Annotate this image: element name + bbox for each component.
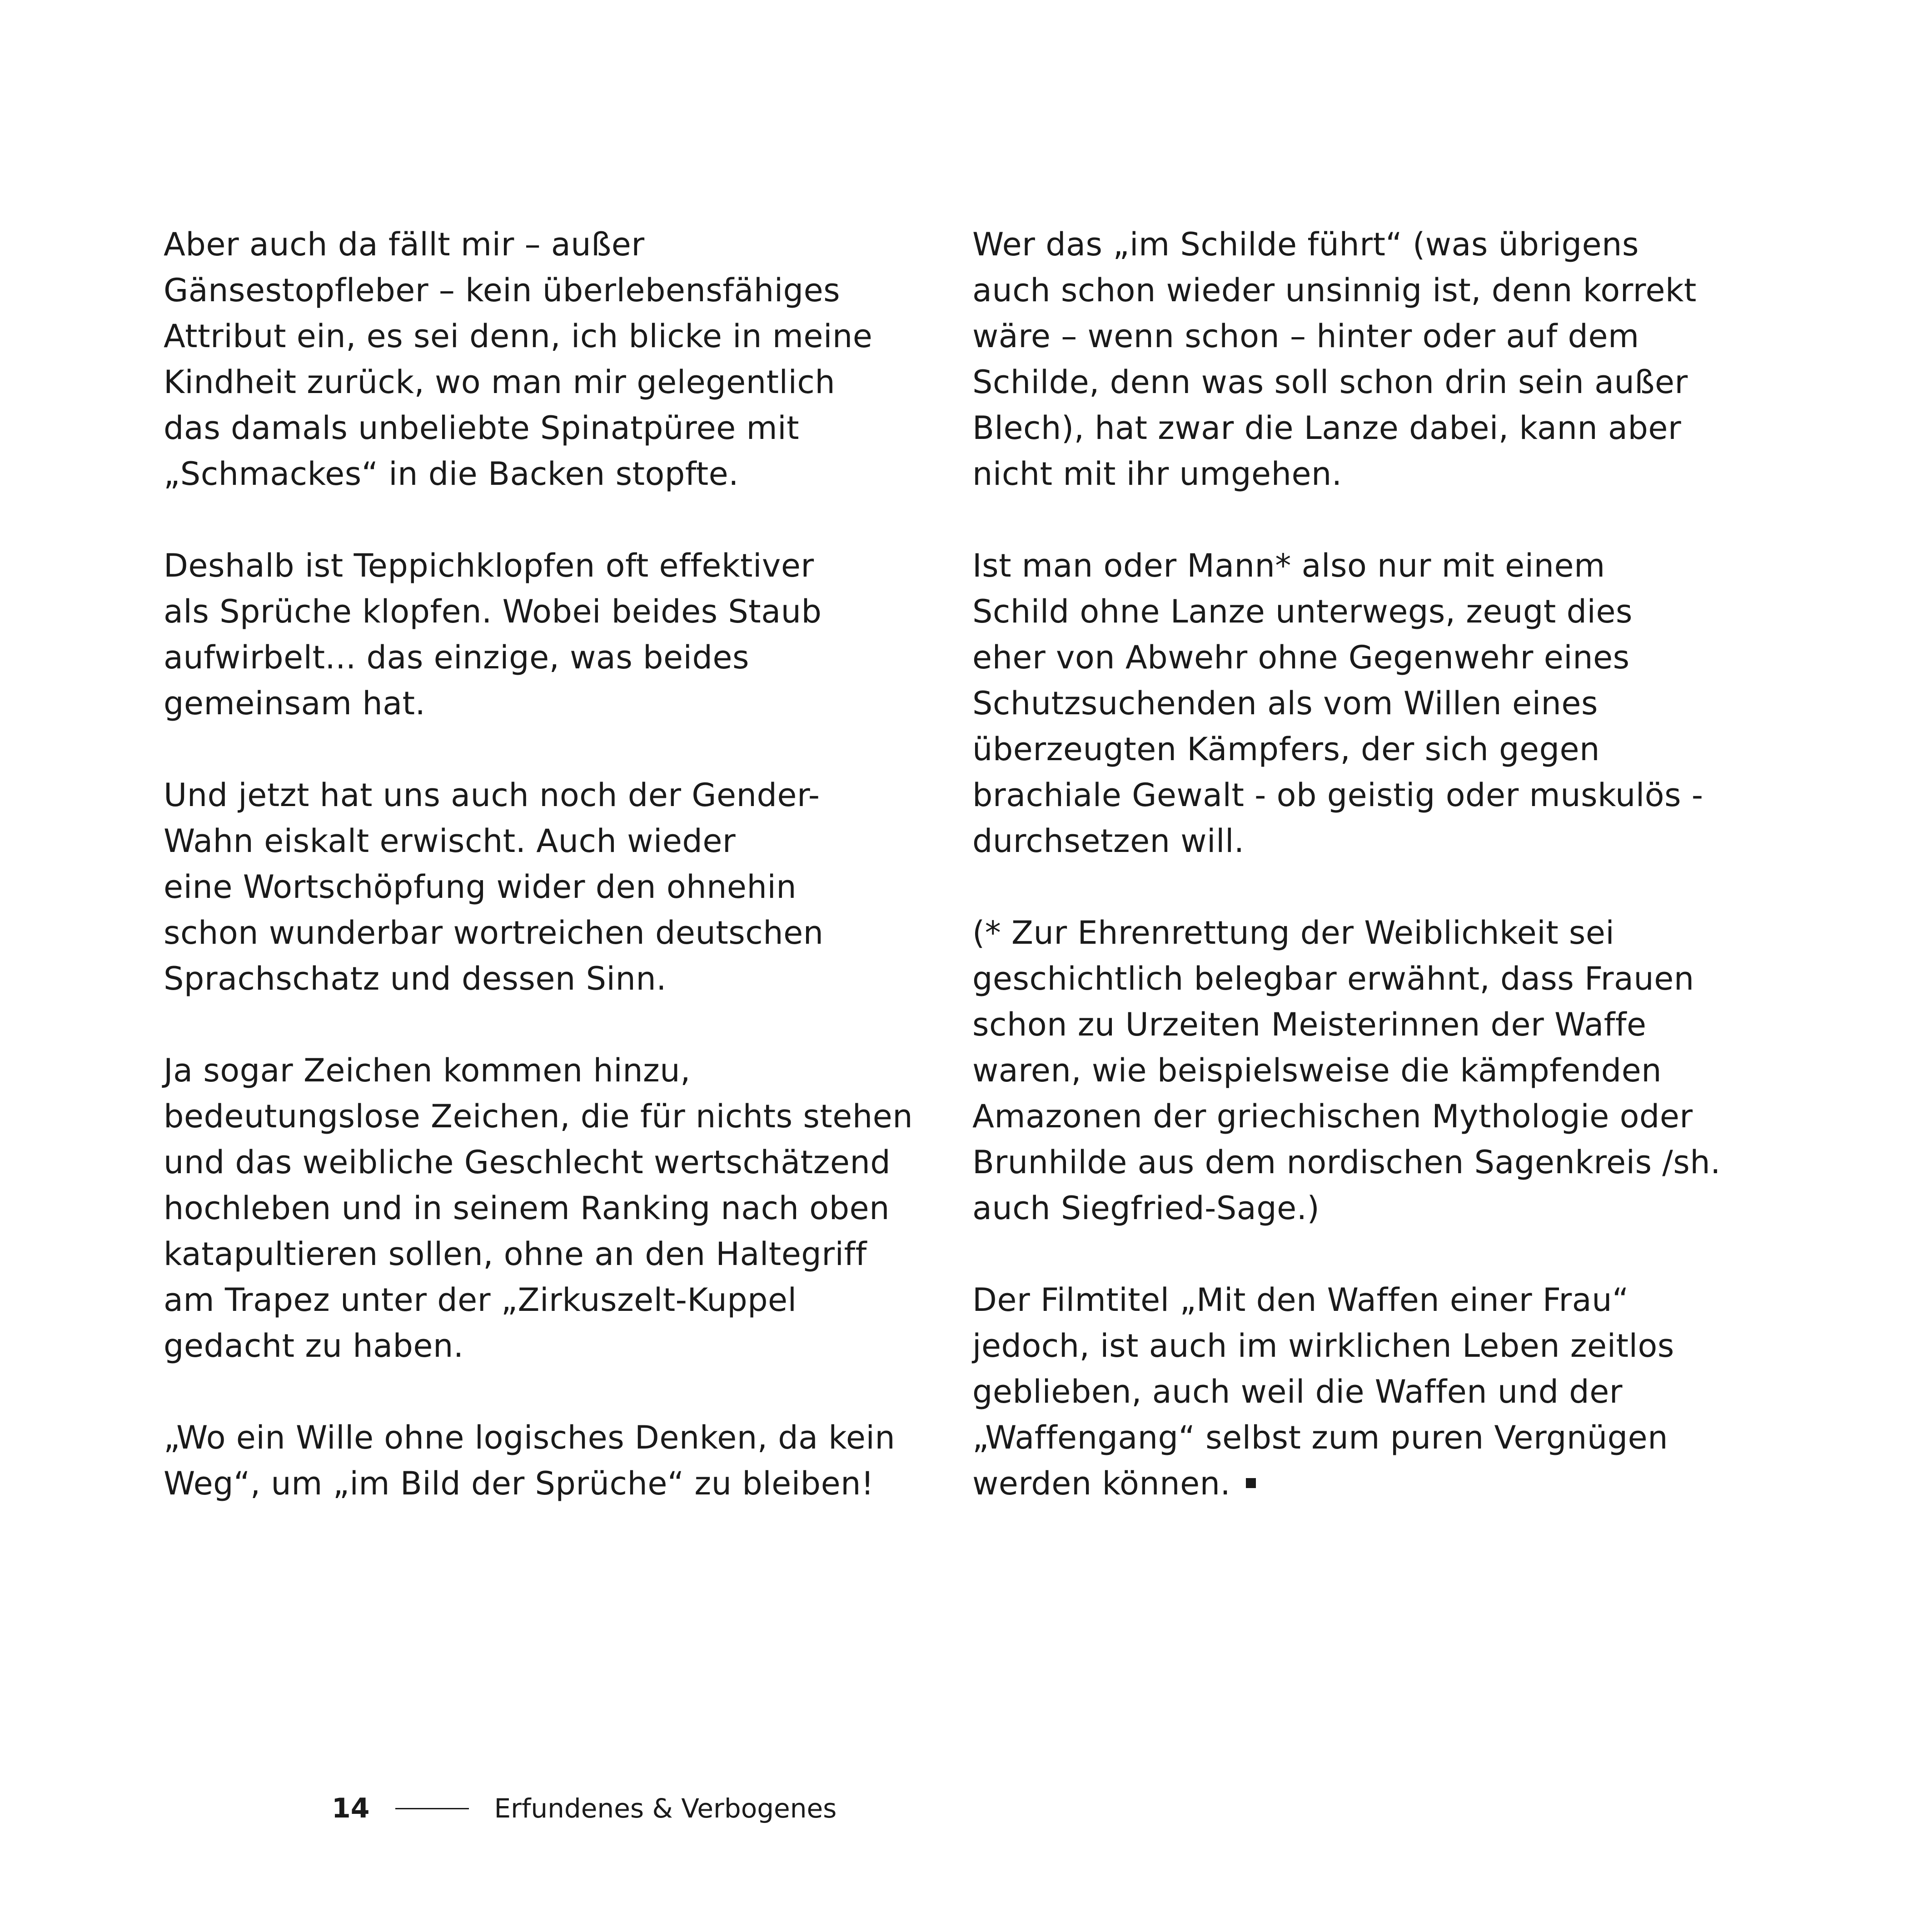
footer-divider-line	[395, 1808, 469, 1809]
text-line: nicht mit ihr umgehen.	[972, 455, 1342, 493]
left-text-column	[164, 222, 963, 1553]
text-line: gedacht zu haben.	[164, 1327, 464, 1364]
paragraph	[164, 222, 963, 497]
text-line: Schild ohne Lanze unterwegs, zeugt dies	[972, 593, 1633, 630]
text-line: gemeinsam hat.	[164, 685, 426, 722]
text-line: bedeutungslose Zeichen, die für nichts stehen	[164, 1098, 913, 1135]
text-line: geblieben, auch weil die Waffen und der	[972, 1373, 1623, 1410]
text-line: brachiale Gewalt - ob geistig oder muskulös -	[972, 777, 1703, 814]
footnote-paragraph	[972, 910, 1745, 1231]
text-line: Sprachschatz und dessen Sinn.	[164, 960, 667, 997]
text-line	[972, 1461, 1745, 1507]
text-line: durchsetzen will.	[972, 822, 1245, 860]
text-line: aufwirbelt... das einzige, was beides	[164, 639, 749, 676]
text-line: Ja sogar Zeichen kommen hinzu,	[164, 1052, 691, 1089]
text-line: „Waffengang“ selbst zum puren Vergnügen	[972, 1419, 1668, 1456]
text-line: Aber auch da fällt mir – außer	[164, 226, 645, 263]
end-of-article-square-icon	[1246, 1478, 1256, 1488]
text-line: auch Siegfried-Sage.)	[972, 1190, 1320, 1227]
text-line: schon zu Urzeiten Meisterinnen der Waffe	[972, 1006, 1647, 1043]
text-line: (* Zur Ehrenrettung der Weiblichkeit sei	[972, 914, 1615, 951]
text-line: geschichtlich belegbar erwähnt, dass Frauen	[972, 960, 1694, 997]
page-footer	[332, 1790, 837, 1827]
text-line: Schilde, denn was soll schon drin sein außer	[972, 363, 1688, 401]
text-line: Weg“, um „im Bild der Sprüche“ zu bleiben!	[164, 1465, 874, 1502]
footer-book-title: Erfundenes & Verbogenes	[494, 1793, 837, 1824]
text-line: Wahn eiskalt erwischt. Auch wieder	[164, 822, 736, 860]
text-line: am Trapez unter der „Zirkuszelt-Kuppel	[164, 1281, 797, 1319]
text-line: eher von Abwehr ohne Gegenwehr eines	[972, 639, 1630, 676]
text-line: Deshalb ist Teppichklopfen oft effektiver	[164, 547, 814, 584]
last-line-text: werden können.	[972, 1465, 1231, 1502]
text-line: Amazonen der griechischen Mythologie oder	[972, 1098, 1693, 1135]
text-line: Brunhilde aus dem nordischen Sagenkreis /sh.	[972, 1144, 1721, 1181]
paragraph	[972, 222, 1745, 497]
text-line: Gänsestopfleber – kein überlebensfähiges	[164, 272, 841, 309]
paragraph	[164, 1048, 963, 1369]
paragraph	[972, 1277, 1745, 1507]
text-line: Ist man oder Mann* also nur mit einem	[972, 547, 1605, 584]
paragraph	[164, 543, 963, 727]
text-line: katapultieren sollen, ohne an den Haltegriff	[164, 1235, 867, 1273]
text-line: eine Wortschöpfung wider den ohnehin	[164, 868, 797, 906]
right-text-column	[972, 222, 1745, 1553]
paragraph	[164, 772, 963, 1002]
text-line: schon wunderbar wortreichen deutschen	[164, 914, 824, 951]
text-line: Schutzsuchenden als vom Willen eines	[972, 685, 1598, 722]
text-line: „Wo ein Wille ohne logisches Denken, da kein	[164, 1419, 896, 1456]
text-line: „Schmackes“ in die Backen stopfte.	[164, 455, 739, 493]
text-line: Kindheit zurück, wo man mir gelegentlich	[164, 363, 836, 401]
text-line: Attribut ein, es sei denn, ich blicke in meine	[164, 318, 873, 355]
text-line: hochleben und in seinem Ranking nach oben	[164, 1190, 890, 1227]
text-line: waren, wie beispielsweise die kämpfenden	[972, 1052, 1662, 1089]
paragraph	[972, 543, 1745, 864]
text-line: Der Filmtitel „Mit den Waffen einer Frau“	[972, 1281, 1629, 1319]
text-line: Wer das „im Schilde führt“ (was übrigens	[972, 226, 1639, 263]
text-line: Und jetzt hat uns auch noch der Gender-	[164, 777, 820, 814]
text-line: das damals unbeliebte Spinatpüree mit	[164, 409, 800, 447]
text-line: als Sprüche klopfen. Wobei beides Staub	[164, 593, 822, 630]
text-line: überzeugten Kämpfers, der sich gegen	[972, 731, 1600, 768]
text-line: wäre – wenn schon – hinter oder auf dem	[972, 318, 1639, 355]
text-line: Blech), hat zwar die Lanze dabei, kann aber	[972, 409, 1682, 447]
text-line: und das weibliche Geschlecht wertschätzend	[164, 1144, 891, 1181]
paragraph	[164, 1415, 963, 1507]
text-line: auch schon wieder unsinnig ist, denn korrekt	[972, 272, 1697, 309]
page-number: 14	[332, 1793, 370, 1824]
text-line: jedoch, ist auch im wirklichen Leben zeitlos	[972, 1327, 1674, 1364]
